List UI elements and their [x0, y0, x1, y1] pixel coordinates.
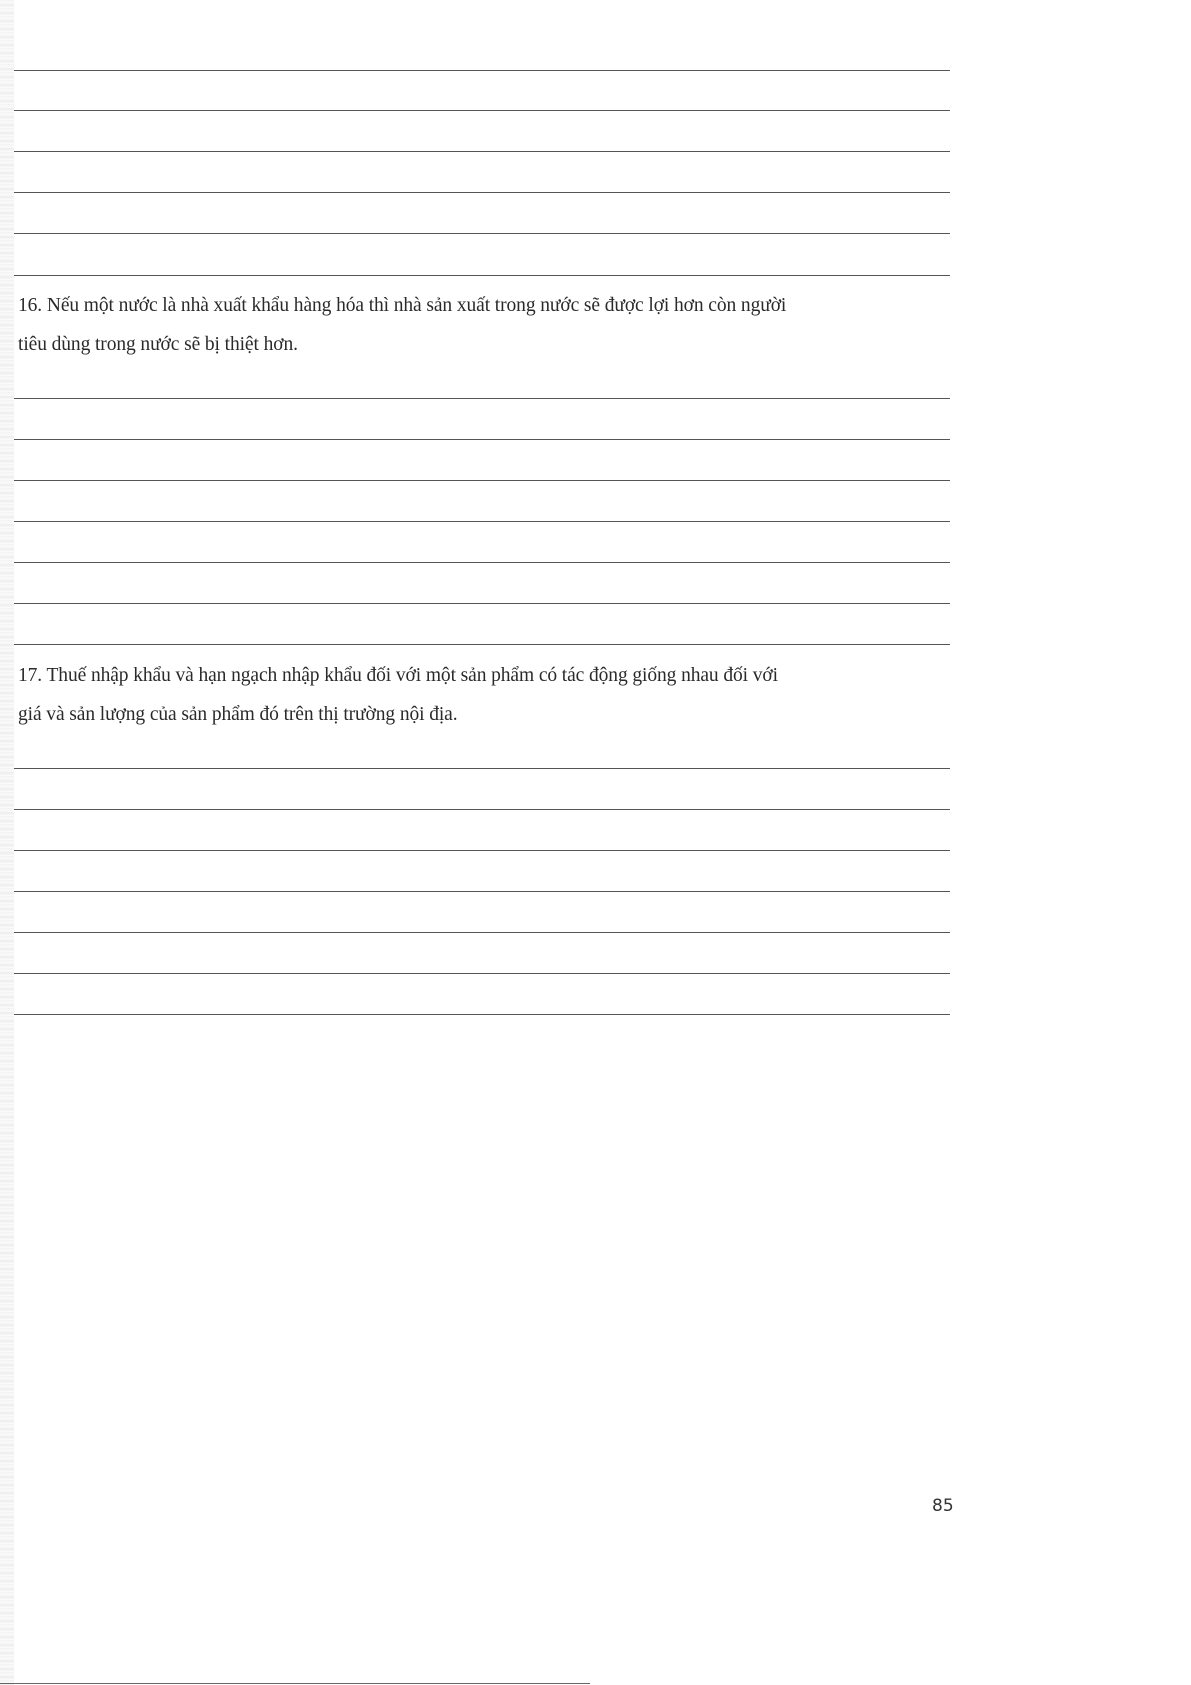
answer-line[interactable] [14, 644, 950, 645]
answer-line[interactable] [14, 398, 950, 399]
answer-line[interactable] [14, 521, 950, 522]
page-number: 85 [932, 1496, 954, 1516]
answer-line[interactable] [14, 562, 950, 563]
answer-line[interactable] [14, 809, 950, 810]
answer-line[interactable] [14, 603, 950, 604]
answer-line[interactable] [14, 932, 950, 933]
answer-line[interactable] [14, 110, 950, 111]
question-17-line-2: giá và sản lượng của sản phẩm đó trên thị trường nội địa. [18, 704, 458, 725]
answer-line[interactable] [14, 151, 950, 152]
answer-line[interactable] [14, 233, 950, 234]
answer-line[interactable] [14, 891, 950, 892]
answer-line[interactable] [14, 192, 950, 193]
answer-line[interactable] [14, 439, 950, 440]
answer-line[interactable] [14, 1014, 950, 1015]
answer-line[interactable] [14, 275, 950, 276]
answer-line[interactable] [14, 768, 950, 769]
question-17-line-1: 17. Thuế nhập khẩu và hạn ngạch nhập khẩu đối với một sản phẩm có tác động giống nhau đối với [18, 665, 778, 686]
bottom-rule [0, 1683, 590, 1684]
question-17 [18, 656, 958, 734]
answer-line[interactable] [14, 70, 950, 71]
scan-edge-noise [0, 0, 14, 1685]
question-16-line-1: 16. Nếu một nước là nhà xuất khẩu hàng hóa thì nhà sản xuất trong nước sẽ được lợi hơn còn người [18, 295, 787, 316]
answer-line[interactable] [14, 480, 950, 481]
answer-line[interactable] [14, 973, 950, 974]
question-16-line-2: tiêu dùng trong nước sẽ bị thiệt hơn. [18, 334, 298, 355]
question-16 [18, 286, 958, 364]
answer-line[interactable] [14, 850, 950, 851]
